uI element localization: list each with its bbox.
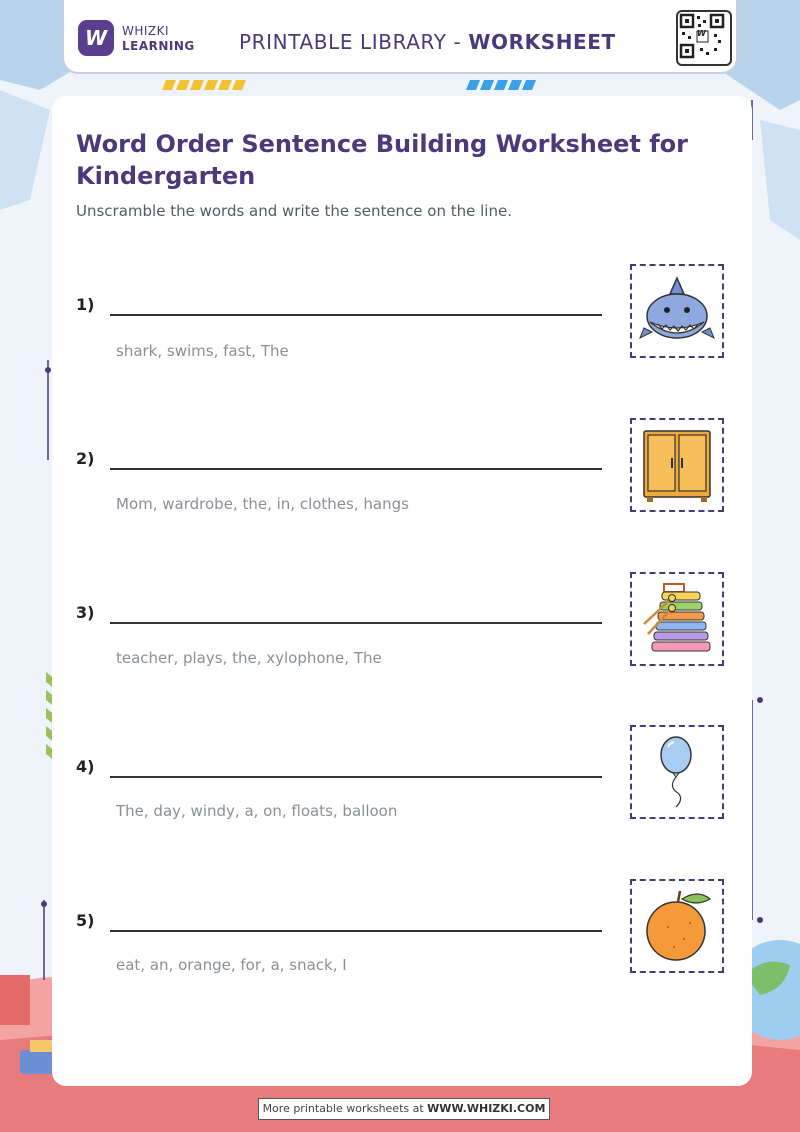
item-number: 3): [76, 603, 95, 622]
answer-line[interactable]: [110, 776, 602, 778]
picture-frame: [630, 572, 724, 666]
library-type: WORKSHEET: [468, 30, 616, 54]
library-label: PRINTABLE LIBRARY -: [239, 30, 469, 54]
answer-line[interactable]: [110, 622, 602, 624]
item-number: 2): [76, 449, 95, 468]
library-title: [239, 30, 616, 54]
orange-icon: [638, 887, 716, 965]
picture-frame: [630, 418, 724, 512]
wardrobe-icon: [638, 426, 716, 504]
scrambled-words: Mom, wardrobe, the, in, clothes, hangs: [116, 495, 409, 513]
picture-frame: [630, 264, 724, 358]
xylophone-icon: [638, 580, 716, 658]
whizki-logo[interactable]: [78, 20, 114, 56]
answer-line[interactable]: [110, 930, 602, 932]
shark-icon: [638, 272, 716, 350]
qr-logo-mark: W: [697, 29, 706, 38]
site-header: [62, 0, 738, 74]
blue-stripes: [466, 80, 536, 90]
answer-line[interactable]: [110, 314, 602, 316]
footer-url[interactable]: WWW.WHIZKI.COM: [427, 1102, 546, 1115]
item-number: 5): [76, 911, 95, 930]
scrambled-words: eat, an, orange, for, a, snack, I: [116, 956, 347, 974]
logo-line1: WHIZKI: [122, 24, 170, 38]
logo-line2: LEARNING: [122, 39, 195, 53]
scrambled-words: shark, swims, fast, The: [116, 342, 289, 360]
item-number: 4): [76, 757, 95, 776]
logo-mark: W: [84, 26, 108, 50]
scrambled-words: teacher, plays, the, xylophone, The: [116, 649, 382, 667]
worksheet-title: Word Order Sentence Building Worksheet for Kindergarten: [76, 130, 688, 190]
picture-frame: [630, 725, 724, 819]
picture-frame: [630, 879, 724, 973]
item-number: 1): [76, 295, 95, 314]
worksheet-instructions: Unscramble the words and write the sentence on the line.: [76, 202, 512, 220]
footer-banner[interactable]: [258, 1098, 550, 1120]
footer-text: More printable worksheets at: [262, 1102, 428, 1115]
logo-text: [122, 24, 195, 54]
qr-code[interactable]: [676, 10, 732, 66]
answer-line[interactable]: [110, 468, 602, 470]
balloon-icon: [638, 733, 716, 811]
scrambled-words: The, day, windy, a, on, floats, balloon: [116, 802, 398, 820]
